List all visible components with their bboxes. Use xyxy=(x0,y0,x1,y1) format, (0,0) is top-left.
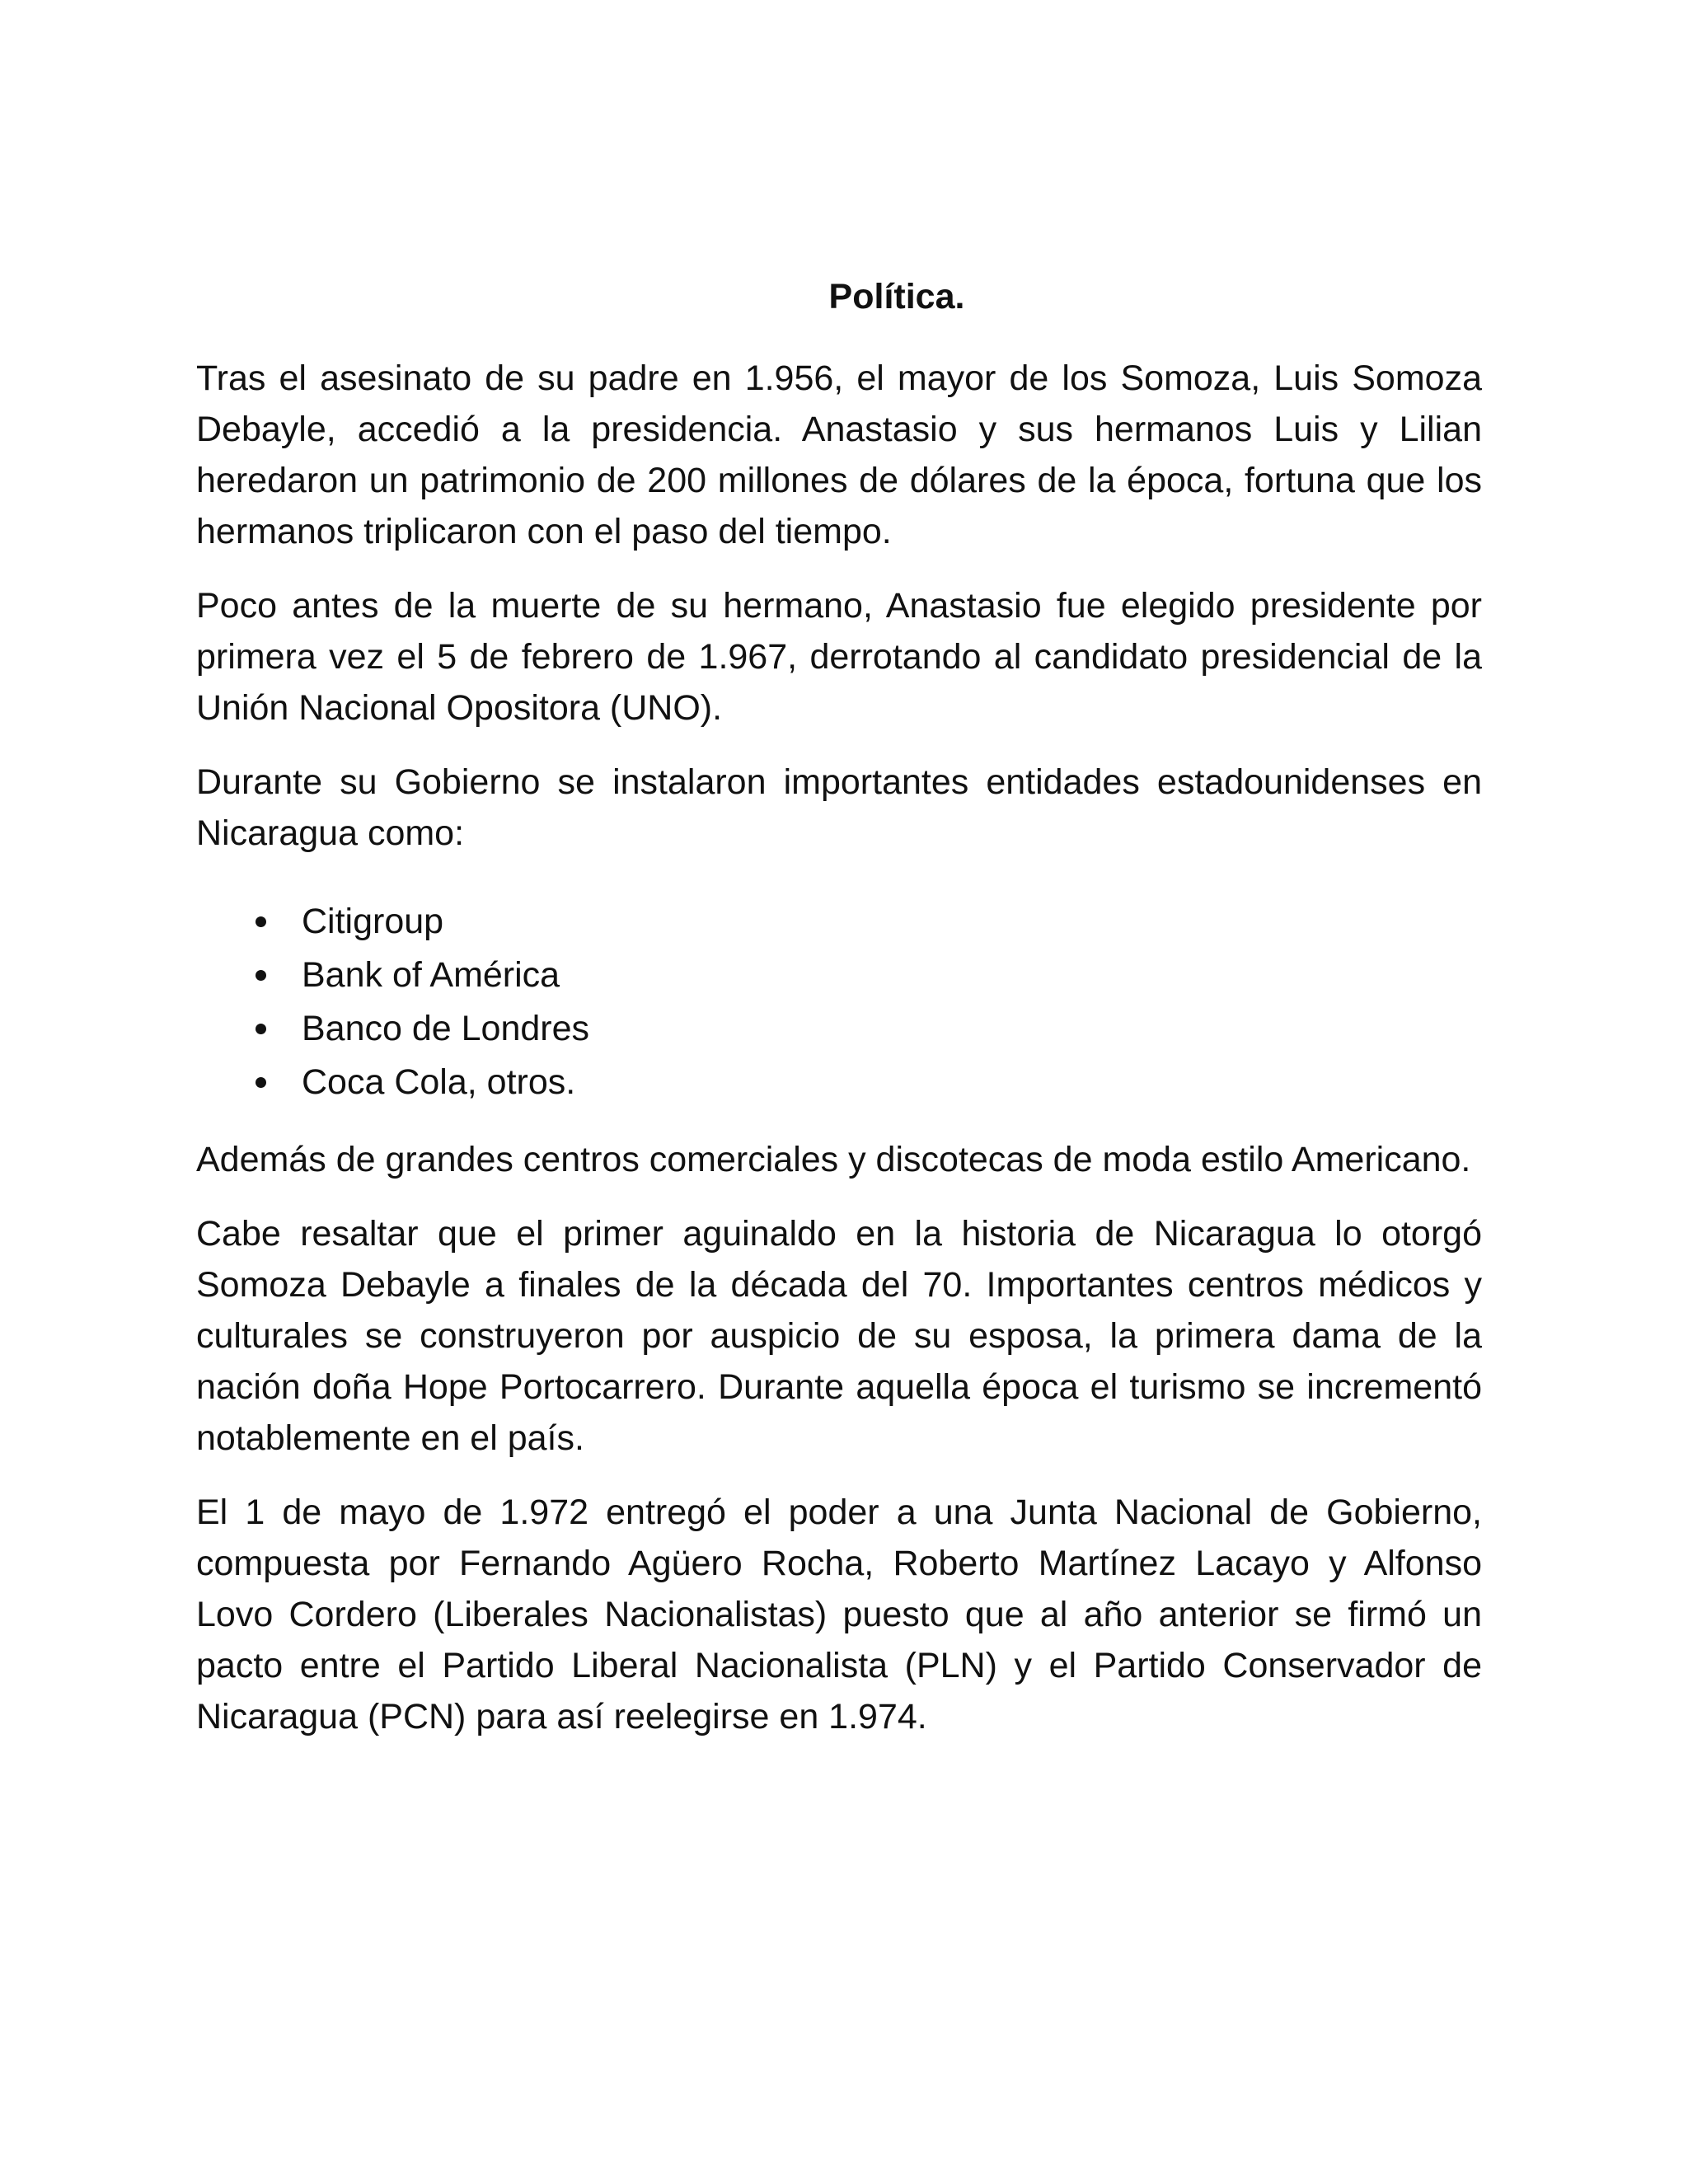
list-item-label: Bank of América xyxy=(302,955,560,995)
paragraph-entities-intro: Durante su Gobierno se instalaron importantes entidades estadounidenses en Nicaragua como: xyxy=(196,762,1482,853)
paragraph-junta: El 1 de mayo de 1.972 entregó el poder a una Junta Nacional de Gobierno, compuesta por Fernando Agüero Rocha, Roberto Martínez Lacayo y Alfonso Lovo Cordero (Liberales Nacionalistas) puesto que al año anterior se firmó un pacto entre el Partido Liberal Nacionalista (PLN) y el Partido Conservador de Nicaragua (PCN) para así reelegirse en 1.974. xyxy=(196,1493,1482,1736)
bullet-icon xyxy=(256,916,266,927)
paragraph-inheritance: Tras el asesinato de su padre en 1.956, el mayor de los Somoza, Luis Somoza Debayle, accedió a la presidencia. Anastasio y sus hermanos Luis y Lilian heredaron un patrimonio de 200 millones de dólares de la época, fortuna que los hermanos triplicaron con el paso del tiempo. xyxy=(196,359,1482,551)
page-title: Política. xyxy=(828,277,965,316)
list-item-label: Banco de Londres xyxy=(302,1009,590,1048)
paragraph-election: Poco antes de la muerte de su hermano, Anastasio fue elegido presidente por primera vez el 5 de febrero de 1.967, derrotando al candidato presidencial de la Unión Nacional Opositora (UNO). xyxy=(196,586,1482,728)
paragraph-commerce: Además de grandes centros comerciales y discotecas de moda estilo Americano. xyxy=(196,1140,1471,1179)
list-item xyxy=(196,949,1482,1002)
list-item-label: Citigroup xyxy=(302,902,444,941)
entities-list xyxy=(196,895,1482,1109)
list-item-label: Coca Cola, otros. xyxy=(302,1062,576,1102)
paragraph-aguinaldo: Cabe resaltar que el primer aguinaldo en la historia de Nicaragua lo otorgó Somoza Debayle a finales de la década del 70. Importantes centros médicos y culturales se construyeron por auspicio de su esposa, la primera dama de la nación doña Hope Portocarrero. Durante aquella época el turismo se incrementó notablemente en el país. xyxy=(196,1214,1482,1458)
bullet-icon xyxy=(256,1024,266,1034)
bullet-icon xyxy=(256,970,266,981)
document-body xyxy=(196,272,1482,1765)
list-item xyxy=(196,1056,1482,1109)
list-item xyxy=(196,1002,1482,1056)
bullet-icon xyxy=(256,1077,266,1088)
list-item xyxy=(196,895,1482,949)
